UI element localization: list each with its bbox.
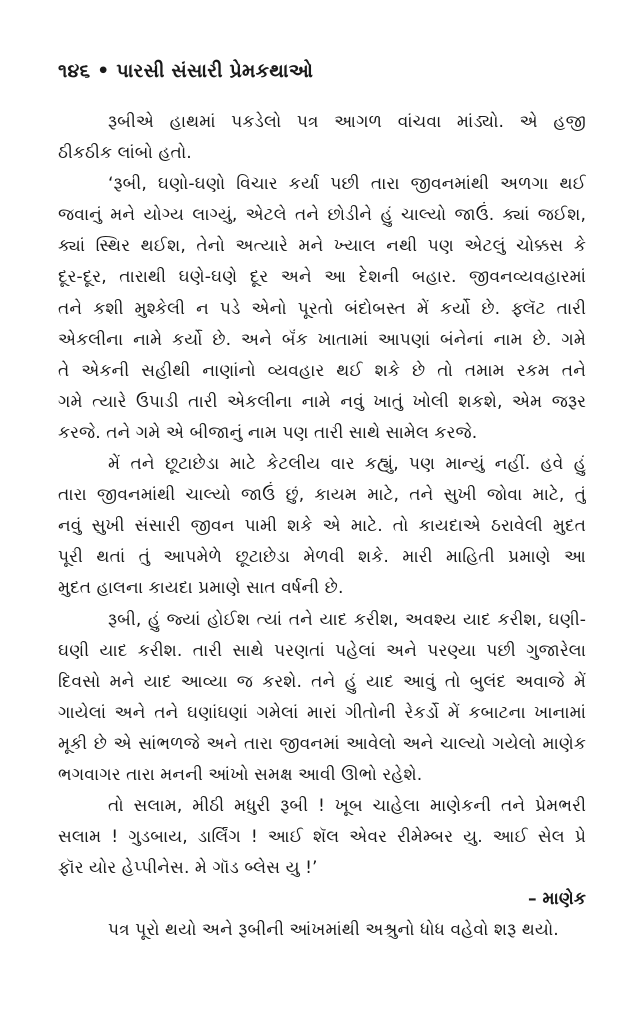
text-line: એકલીના નામે કર્યો છે. અને બૅંક ખાતામાં આપણાં બંનેનાં નામ છે. ગમે <box>58 329 586 350</box>
text-line: કરજે. તને ગમે એ બીજાનું નામ પણ તારી સાથે સામેલ કરજે. <box>58 422 478 443</box>
text-line: તને કશી મુશ્કેલી ન પડે એનો પૂરતો બંદોબસ્ત મેં કર્યો છે. ફ્લૅટ તારી <box>58 298 586 319</box>
text-line: દૂર-દૂર, તારાથી ઘણે-ઘણે દૂર અને આ દેશની બહાર. જીવનવ્યવહારમાં <box>58 267 586 288</box>
text-line: ભગવાગર તારા મનની આંખો સમક્ષ આવી ઊભો રહેશે. <box>58 764 423 785</box>
text-line: રૂબી, હું જ્યાં હોઈશ ત્યાં તને યાદ કરીશ, અવશ્ય યાદ કરીશ, ઘણી- <box>108 609 586 630</box>
text-line: પૂરી થતાં તું આપમેળે છૂટાછેડા મેળવી શકે. મારી માહિતી પ્રમાણે આ <box>58 547 586 568</box>
text-line: મૂકી છે એ સાંભળજે અને તારા જીવનમાં આવેલો અને ચાલ્યો ગયેલો માણેક <box>58 733 586 754</box>
text-line: મુદત હાલના કાયદા પ્રમાણે સાત વર્ષની છે. <box>58 578 344 599</box>
page-number: ૧૪૬ <box>58 60 91 82</box>
body-text <box>58 107 586 947</box>
text-line: પત્ર પૂરો થયો અને રૂબીની આંખમાંથી અશ્રુનો ધોધ વહેવો શરૂ થયો. <box>108 920 559 941</box>
header-separator: • <box>97 60 110 82</box>
text-line: જવાનું મને યોગ્ય લાગ્યું, એટલે તને છોડીને હું ચાલ્યો જાઉં. ક્યાં જઈશ, <box>58 205 586 226</box>
book-title: પારસી સંસારી પ્રેમકથાઓ <box>116 60 314 82</box>
text-line: તે એકની સહીથી નાણાંનો વ્યવહાર થઈ શકે છે તો તમામ રકમ તને <box>58 360 586 381</box>
text-line: ગમે ત્યારે ઉપાડી તારી એકલીના નામે નવું ખાતું ખોલી શકશે, એમ જરૂર <box>58 391 586 412</box>
text-line: નવું સુખી સંસારી જીવન પામી શકે એ માટે. તો કાયદાએ ઠરાવેલી મુદત <box>58 516 586 537</box>
signature: – માણેક <box>527 889 586 910</box>
text-line: ક્યાં સ્થિર થઈશ, તેનો અત્યારે મને ખ્યાલ નથી પણ એટલું ચોક્કસ કે <box>58 236 586 257</box>
text-line: સલામ ! ગુડબાય, ડાર્લિંગ ! આઈ શૅલ એવર રીમેમ્બર યુ. આઈ સેલ પ્રે <box>58 827 586 848</box>
text-line: ઠીકઠીક લાંબો હતો. <box>58 143 192 164</box>
text-line: ઘણી યાદ કરીશ. તારી સાથે પરણતાં પહેલાં અને પરણ્યા પછી ગુજારેલા <box>58 640 586 661</box>
text-line: ફૉર યોર હેપ્પીનેસ. મે ગૉડ બ્લેસ યુ !’ <box>58 858 318 879</box>
page-header <box>58 60 313 82</box>
text-line: ગાયેલાં અને તને ઘણાંઘણાં ગમેલાં મારાં ગીતોની રેકર્ડો મેં કબાટના ખાનામાં <box>58 702 586 723</box>
text-line: તારા જીવનમાંથી ચાલ્યો જાઉં છું, કાયમ માટે, તને સુખી જોવા માટે, તું <box>58 485 586 506</box>
text-line: દિવસો મને યાદ આવ્યા જ કરશે. તને હું યાદ આવું તો બુલંદ અવાજે મેં <box>58 671 586 692</box>
text-line: ‘રૂબી, ઘણો-ઘણો વિચાર કર્યા પછી તારા જીવનમાંથી અળગા થઈ <box>108 174 586 195</box>
text-line: મેં તને છૂટાછેડા માટે કેટલીય વાર કહ્યું, પણ માન્યું નહીં. હવે હું <box>108 454 586 475</box>
text-line: રૂબીએ હાથમાં પકડેલો પત્ર આગળ વાંચવા માંડ્યો. એ હજી <box>108 112 586 132</box>
text-line: તો સલામ, મીઠી મધુરી રૂબી ! ખૂબ ચાહેલા માણેકની તને પ્રેમભરી <box>108 796 586 817</box>
